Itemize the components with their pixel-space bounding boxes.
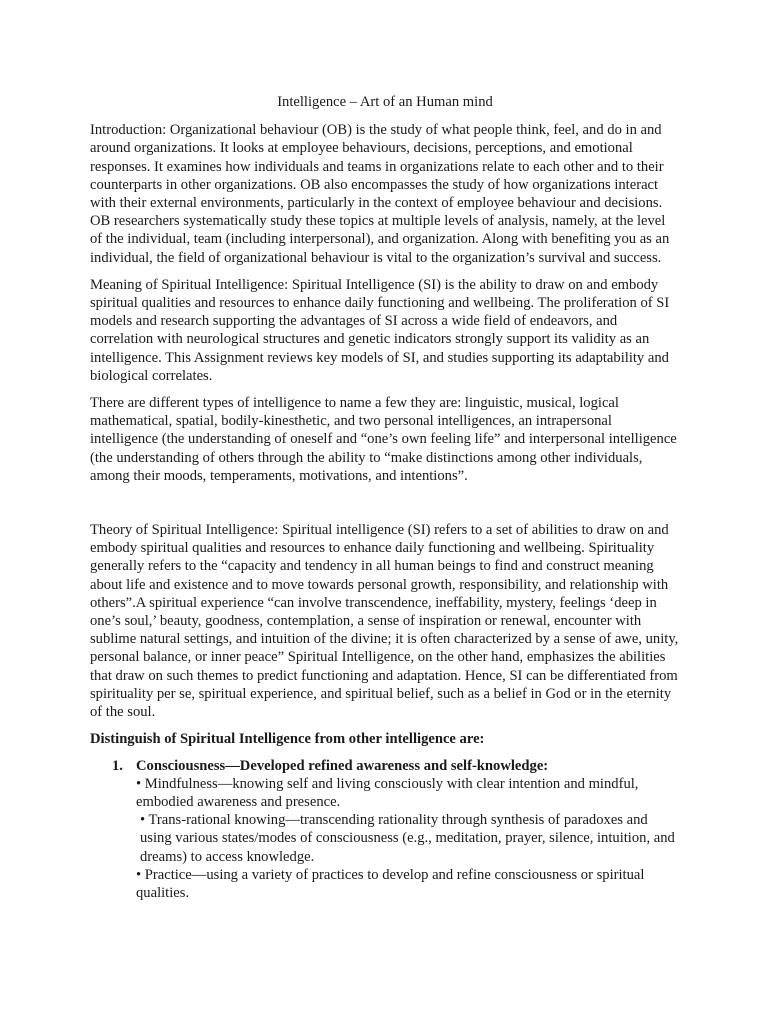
section-heading: Distinguish of Spiritual Intelligence from other intelligence are: <box>90 731 485 748</box>
blank-line <box>90 494 680 521</box>
list-item-number: 1. <box>112 757 123 774</box>
document-page <box>90 93 680 902</box>
document-title: Intelligence – Art of an Human mind <box>277 94 493 110</box>
paragraph-meaning-of-si: Meaning of Spiritual Intelligence: Spiritual Intelligence (SI) is the ability to draw on and embody spiritual qualities and resources to enhance daily functioning and wellbeing. The proliferation of SI models and research supporting the advantages of SI across a wide field of endeavors, and correlation with neurological structures and genetic indicators strongly support its validity as an intelligence. This Assignment reviews key models of SI, and studies supporting its adaptability and biological correlates. <box>90 276 670 384</box>
paragraph-types-of-intelligence: There are different types of intelligence to name a few they are: linguistic, musical, logical mathematical, spatial, bodily-kinesthetic, and two personal intelligences, an intrapersonal intelligence (the understanding of oneself and “one’s own feeling life” and interpersonal intelligence (the understanding of others through the ability to “make distinctions among other individuals, among their moods, temperaments, motivations, and intentions”. <box>90 395 677 484</box>
list-item-heading: Consciousness—Developed refined awareness and self-knowledge: <box>136 757 549 774</box>
list-item <box>90 757 680 903</box>
bullet-practice: • Practice—using a variety of practices to develop and refine consciousness or spiritual qualities. <box>136 866 645 901</box>
paragraph-introduction: Introduction: Organizational behaviour (OB) is the study of what people think, feel, and do in and around organizations. It looks at employee behaviours, decisions, perceptions, and emotional responses. It examines how individuals and teams in organizations relate to each other and to their counterparts in other organizations. OB also encompasses the study of how organizations interact with their external environments, particularly in the context of employee behaviour and decisions. OB researchers systematically study these topics at multiple levels of analysis, namely, at the level of the individual, team (including interpersonal), and organization. Along with benefiting you as an individual, the field of organizational behaviour is vital to the organization’s survival and success. <box>90 122 670 266</box>
numbered-list <box>90 757 680 903</box>
bullet-trans-rational-knowing: • Trans-rational knowing—transcending rationality through synthesis of paradoxes and using various states/modes of consciousness (e.g., meditation, prayer, silence, intuition, and dreams) to access knowledge. <box>140 812 675 865</box>
paragraph-theory-of-si: Theory of Spiritual Intelligence: Spiritual intelligence (SI) refers to a set of abilities to draw on and embody spiritual qualities and resources to enhance daily functioning and wellbeing. Spirituality generally refers to the “capacity and tendency in all human beings to find and construct meaning about life and existence and to move towards personal growth, responsibility, and relationship with others”.A spiritual experience “can involve transcendence, ineffability, mystery, feelings ‘deep in one’s soul,’ beauty, goodness, contemplation, a sense of inspiration or renewal, encounter with sublime natural settings, and intuition of the divine; it is often characterized by a sense of awe, unity, personal balance, or inner peace” Spiritual Intelligence, on the other hand, emphasizes the abilities that draw on such themes to predict functioning and adaptation. Hence, SI can be differentiated from spirituality per se, spiritual experience, and spiritual belief, such as a belief in God or in the eternity of the soul. <box>90 522 679 721</box>
bullet-mindfulness: • Mindfulness—knowing self and living consciously with clear intention and mindful, embodied awareness and presence. <box>136 775 639 810</box>
